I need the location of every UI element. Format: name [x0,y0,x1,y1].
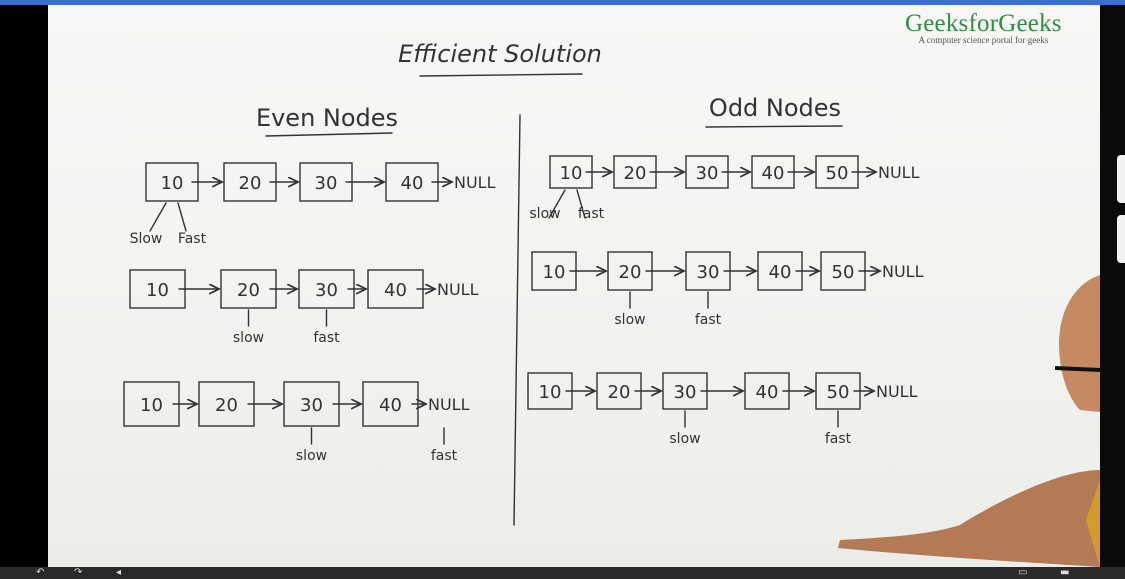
odd-row1-fast-label: fast [577,206,605,222]
odd-row3-slow-label: slow [669,431,701,447]
even-heading: Even Nodes [255,104,399,132]
odd-row3-node-value: 10 [538,382,562,403]
brand-name: GeeksforGeeks [905,10,1062,37]
even-row2-fast-label: fast [313,330,340,346]
odd-row1-node-value: 40 [761,163,785,184]
odd-row2-node-value: 30 [696,262,720,283]
odd-row3-node-value: 30 [673,382,697,403]
odd-row1-slow-label: slow [529,206,561,222]
even-row3-node-value: 20 [215,395,238,416]
even-row3-node-value: 30 [300,395,323,416]
odd-row1-node-value: 50 [825,163,849,184]
even-row2-node-value: 10 [146,280,169,301]
replay-forward-icon[interactable]: ↷ [74,567,83,578]
presenter-glasses [1055,368,1100,370]
fullscreen-icon[interactable]: ▬ [1060,567,1070,578]
odd-row2-node-value: 10 [542,262,566,283]
even-row2-node-value: 40 [384,280,407,301]
even-row3-node-value: 10 [140,395,163,416]
odd-row3-node-value: 20 [607,382,631,403]
settings-icon[interactable]: ▭ [1018,567,1028,578]
odd-row2-slow-label: slow [614,312,646,328]
page-title: Efficient Solution [398,40,602,68]
even-row2-node-value: 20 [237,280,260,301]
odd-row3-node-value: 50 [826,382,850,403]
even-row3-null-label: NULL [428,395,470,414]
center-divider [514,115,520,525]
even-row2-null-label: NULL [437,280,479,299]
player-controls-bar [0,567,1125,579]
volume-icon[interactable]: ◂ [116,567,122,578]
even-row1-node-value: 30 [314,173,338,194]
even-row2-node-value: 30 [315,280,338,301]
even-row1-fast-pointer [178,203,186,231]
even-row1-slow-label: Slow [129,231,163,247]
odd-row1-null-label: NULL [878,163,920,182]
odd-row1-node-value: 10 [559,163,583,184]
replay-back-icon[interactable]: ↶ [36,567,45,578]
presenter-hand [838,470,1100,567]
even-row3-node-value: 40 [379,395,402,416]
even-row1-node-value: 20 [238,173,262,194]
even-row1-null-label: NULL [454,173,496,192]
even-row1-slow-pointer [150,203,166,231]
title-underline [420,74,582,76]
linked-list-diagrams [124,156,1100,567]
even-row3-slow-label: slow [295,448,328,464]
odd-row2-node-value: 40 [768,262,792,283]
even-heading-underline [266,133,392,136]
odd-heading: Odd Nodes [708,94,842,122]
even-row2-slow-label: slow [232,330,265,346]
odd-row2-fast-label: fast [694,312,722,328]
even-row1-node-value: 40 [400,173,424,194]
even-row3-fast-label: fast [430,448,458,464]
odd-heading-underline [706,126,842,127]
odd-row2-null-label: NULL [882,262,924,281]
presenter-face [1059,275,1100,412]
even-row1-node-value: 10 [160,173,184,194]
odd-row3-fast-label: fast [824,431,852,447]
odd-row2-node-value: 20 [618,262,642,283]
brand-tagline: A computer science portal for geeks [918,35,1049,45]
odd-row1-node-value: 30 [695,163,719,184]
odd-row2-node-value: 50 [831,262,855,283]
odd-row3-node-value: 40 [755,382,779,403]
even-row1-fast-label: Fast [177,231,207,247]
odd-row3-null-label: NULL [876,382,918,401]
odd-row1-node-value: 20 [623,163,647,184]
